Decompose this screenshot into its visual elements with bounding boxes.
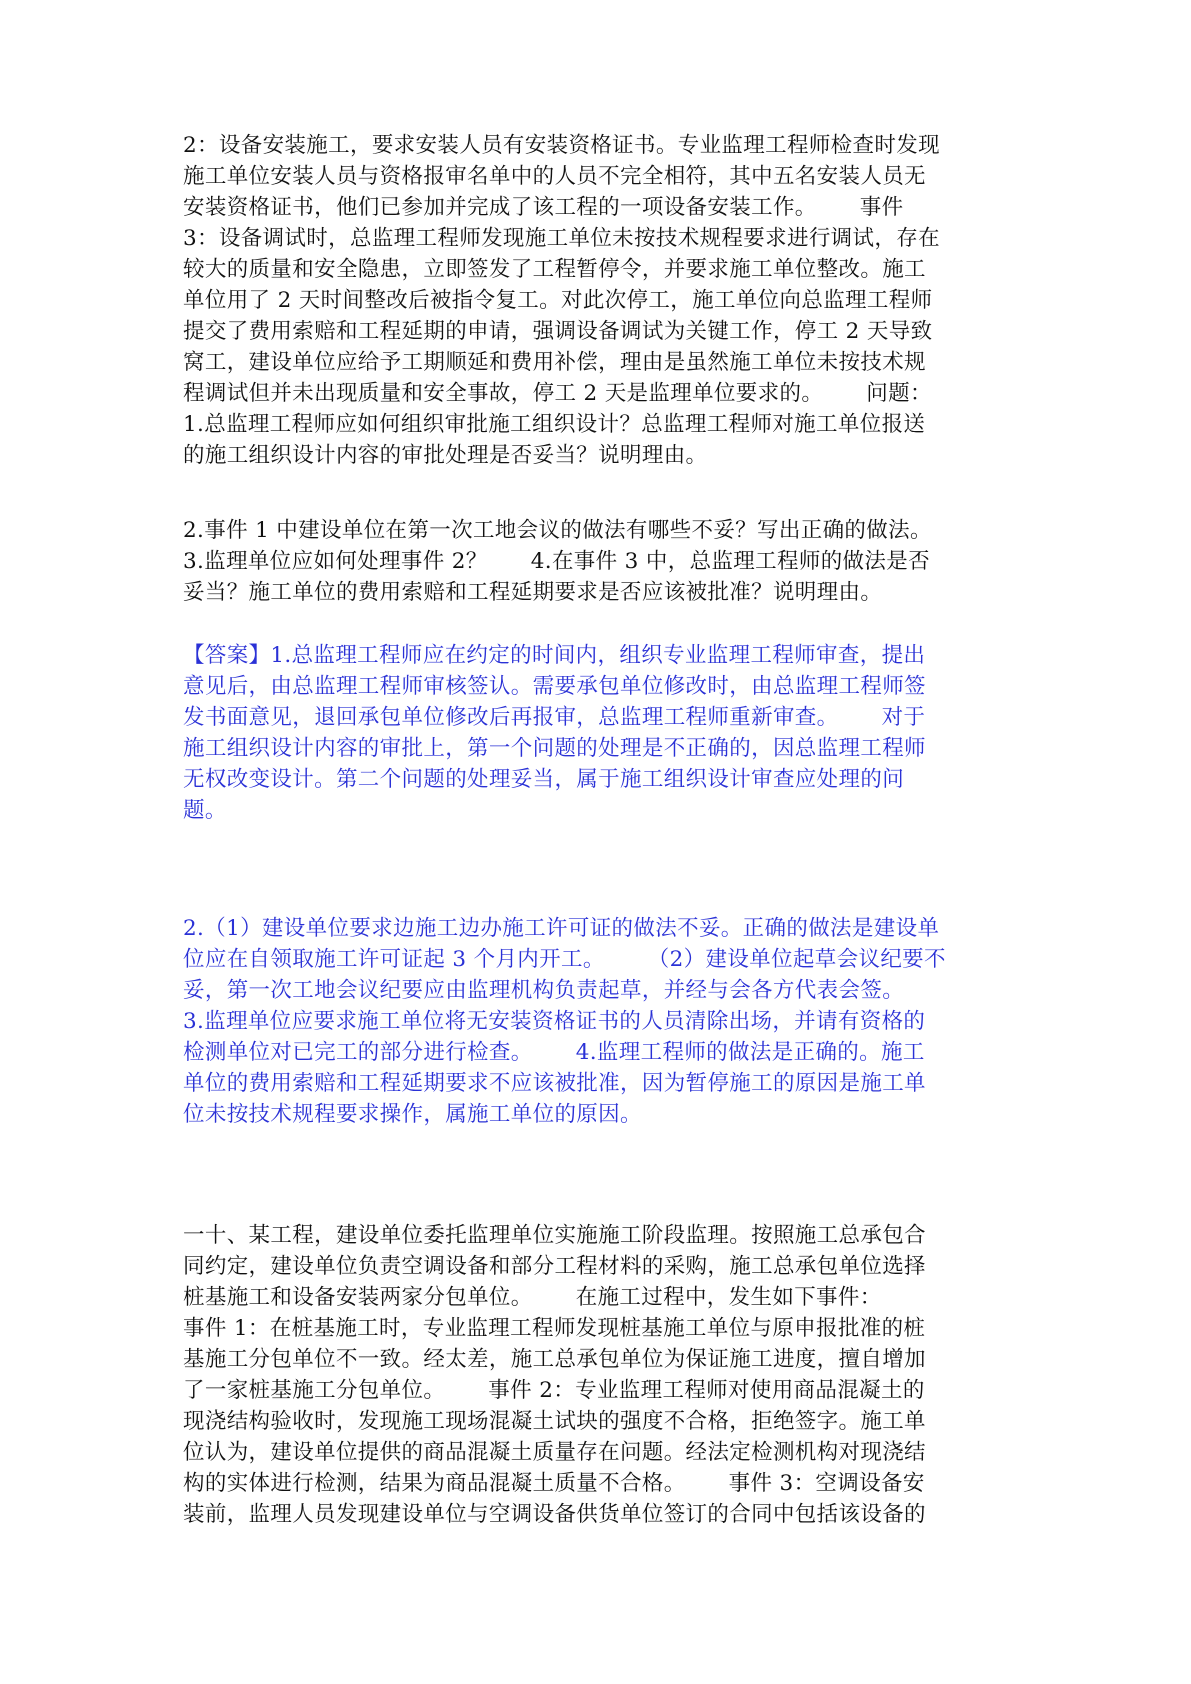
text-line: 桩基施工和设备安装两家分包单位。 在施工过程中，发生如下事件： xyxy=(183,1285,882,1310)
answer-line: 【答案】1.总监理工程师应在约定的时间内，组织专业监理工程师审查，提出 xyxy=(183,643,926,668)
text-line: 基施工分包单位不一致。经太差，施工总承包单位为保证施工进度，擅自增加 xyxy=(183,1347,926,1372)
text-line: 3.监理单位应如何处理事件 2？ 4.在事件 3 中，总监理工程师的做法是否 xyxy=(183,549,930,574)
answer-line: 施工组织设计内容的审批上，第一个问题的处理是不正确的，因总监理工程师 xyxy=(183,736,926,761)
text-line: 程调试但并未出现质量和安全事故，停工 2 天是监理单位要求的。 问题： xyxy=(183,381,932,406)
text-line: 事件 1：在桩基施工时，专业监理工程师发现桩基施工单位与原申报批准的桩 xyxy=(183,1316,926,1341)
question-block xyxy=(183,130,1013,471)
text-line: 一十、某工程，建设单位委托监理单位实施施工阶段监理。按照施工总承包合 xyxy=(183,1223,926,1248)
questions-2-block xyxy=(183,515,1013,608)
text-line: 施工单位安装人员与资格报审名单中的人员不完全相符，其中五名安装人员无 xyxy=(183,164,926,189)
question-ten-block xyxy=(183,1220,1013,1530)
text-line: 位认为，建设单位提供的商品混凝土质量存在问题。经法定检测机构对现浇结 xyxy=(183,1440,926,1465)
text-line: 构的实体进行检测，结果为商品混凝土质量不合格。 事件 3：空调设备安 xyxy=(183,1471,925,1496)
answer-line: 3.监理单位应要求施工单位将无安装资格证书的人员清除出场，并请有资格的 xyxy=(183,1009,926,1034)
answer-line: 位未按技术规程要求操作，属施工单位的原因。 xyxy=(183,1102,642,1127)
answer-line: 妥，第一次工地会议纪要应由监理机构负责起草，并经与会各方代表会签。 xyxy=(183,978,905,1003)
answer-line: 发书面意见，退回承包单位修改后再报审，总监理工程师重新审查。 对于 xyxy=(183,705,926,730)
answer-line: 单位的费用索赔和工程延期要求不应该被批准，因为暂停施工的原因是施工单 xyxy=(183,1071,926,1096)
answer-block-2 xyxy=(183,913,1013,1130)
answer-line: 检测单位对已完工的部分进行检查。 4.监理工程师的做法是正确的。施工 xyxy=(183,1040,925,1065)
answer-line: 无权改变设计。第二个问题的处理妥当，属于施工组织设计审查应处理的问 xyxy=(183,767,905,792)
answer-line: 题。 xyxy=(183,798,227,823)
text-line: 较大的质量和安全隐患，立即签发了工程暂停令，并要求施工单位整改。施工 xyxy=(183,257,926,282)
answer-line: 意见后，由总监理工程师审核签认。需要承包单位修改时，由总监理工程师签 xyxy=(183,674,926,699)
text-line: 单位用了 2 天时间整改后被指令复工。对此次停工，施工单位向总监理工程师 xyxy=(183,288,933,313)
text-line: 安装资格证书，他们已参加并完成了该工程的一项设备安装工作。 事件 xyxy=(183,195,904,220)
text-line: 2：设备安装施工，要求安装人员有安装资格证书。专业监理工程师检查时发现 xyxy=(183,133,940,158)
answer-line: 2.（1）建设单位要求边施工边办施工许可证的做法不妥。正确的做法是建设单 xyxy=(183,916,940,941)
text-line: 窝工，建设单位应给予工期顺延和费用补偿，理由是虽然施工单位未按技术规 xyxy=(183,350,926,375)
text-line: 3：设备调试时，总监理工程师发现施工单位未按技术规程要求进行调试，存在 xyxy=(183,226,940,251)
text-line: 2.事件 1 中建设单位在第一次工地会议的做法有哪些不妥？写出正确的做法。 xyxy=(183,518,932,543)
text-line: 现浇结构验收时，发现施工现场混凝土试块的强度不合格，拒绝签字。施工单 xyxy=(183,1409,926,1434)
text-line: 装前，监理人员发现建设单位与空调设备供货单位签订的合同中包括该设备的 xyxy=(183,1502,926,1527)
text-line: 同约定，建设单位负责空调设备和部分工程材料的采购，施工总承包单位选择 xyxy=(183,1254,926,1279)
answer-line: 位应在自领取施工许可证起 3 个月内开工。 （2）建设单位起草会议纪要不 xyxy=(183,947,946,972)
text-line: 妥当？施工单位的费用索赔和工程延期要求是否应该被批准？说明理由。 xyxy=(183,580,883,605)
text-line: 提交了费用索赔和工程延期的申请，强调设备调试为关键工作，停工 2 天导致 xyxy=(183,319,933,344)
text-line: 的施工组织设计内容的审批处理是否妥当？说明理由。 xyxy=(183,443,708,468)
answer-block-1 xyxy=(183,640,1013,826)
text-line: 了一家桩基施工分包单位。 事件 2：专业监理工程师对使用商品混凝土的 xyxy=(183,1378,925,1403)
text-line: 1.总监理工程师应如何组织审批施工组织设计？总监理工程师对施工单位报送 xyxy=(183,412,926,437)
